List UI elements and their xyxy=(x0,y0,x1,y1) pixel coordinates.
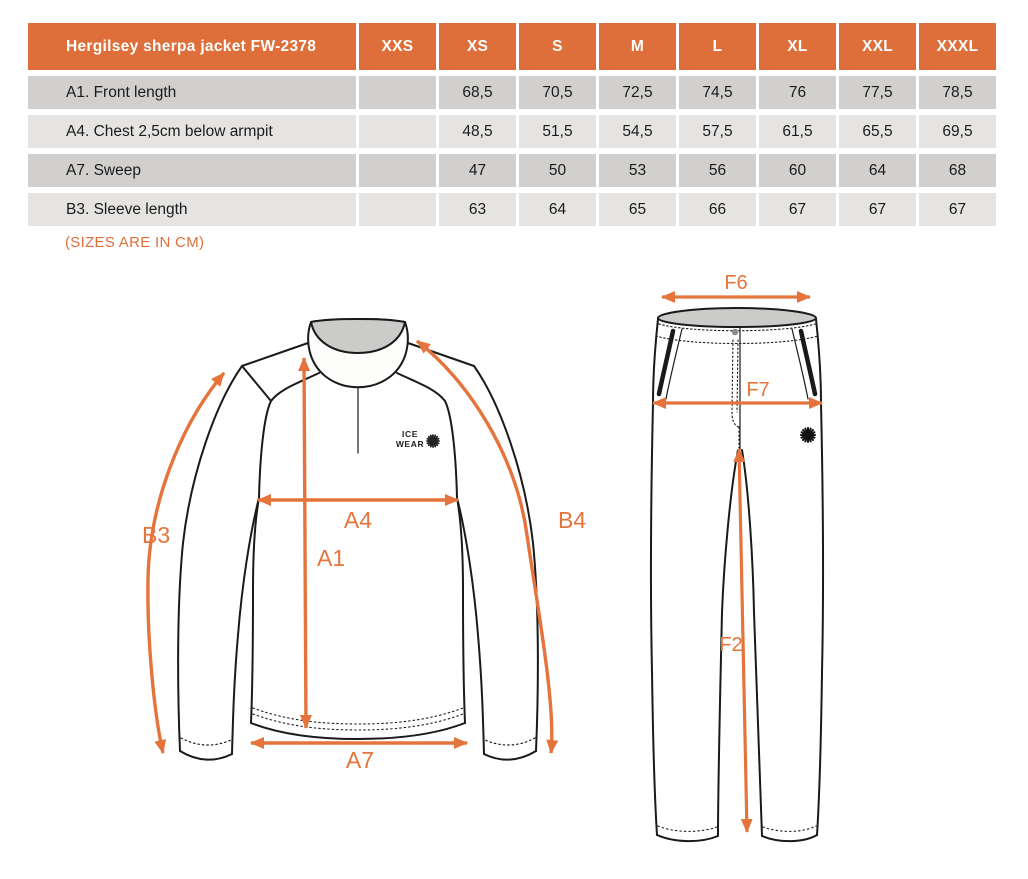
row-label: A4. Chest 2,5cm below armpit xyxy=(28,115,356,148)
size-value: 77,5 xyxy=(839,76,916,109)
size-value xyxy=(359,76,436,109)
size-value: 67 xyxy=(839,193,916,226)
col-header-s: S xyxy=(519,23,596,70)
table-header-row xyxy=(28,23,996,70)
arrow-b3 xyxy=(148,373,224,753)
size-value: 54,5 xyxy=(599,115,676,148)
label-a1: A1 xyxy=(317,545,346,571)
size-value xyxy=(359,115,436,148)
size-value: 64 xyxy=(519,193,596,226)
table-title: Hergilsey sherpa jacket FW-2378 xyxy=(28,23,356,70)
size-table xyxy=(25,17,999,232)
logo-text-ice: ICE xyxy=(402,429,418,439)
label-a4: A4 xyxy=(343,507,373,533)
logo-text-wear: WEAR xyxy=(395,439,425,449)
arrow-a1 xyxy=(304,358,306,728)
col-header-xl: XL xyxy=(759,23,836,70)
size-value: 53 xyxy=(599,154,676,187)
size-value: 67 xyxy=(919,193,996,226)
pants-diagram xyxy=(645,272,865,862)
size-value: 61,5 xyxy=(759,115,836,148)
size-value: 51,5 xyxy=(519,115,596,148)
label-f7: F7 xyxy=(746,379,770,401)
size-value: 67 xyxy=(759,193,836,226)
size-value: 48,5 xyxy=(439,115,516,148)
size-value: 65,5 xyxy=(839,115,916,148)
row-label: A1. Front length xyxy=(28,76,356,109)
table-row-sweep xyxy=(28,154,996,187)
icewear-logo xyxy=(396,429,439,449)
label-f6: F6 xyxy=(724,272,748,294)
size-value: 69,5 xyxy=(919,115,996,148)
label-f2: F2 xyxy=(719,634,743,656)
jacket-outline xyxy=(178,319,538,760)
row-label: B3. Sleeve length xyxy=(28,193,356,226)
size-value xyxy=(359,193,436,226)
snowflake-icon xyxy=(427,435,439,447)
size-value: 47 xyxy=(439,154,516,187)
size-value: 74,5 xyxy=(679,76,756,109)
size-value: 65 xyxy=(599,193,676,226)
size-value: 64 xyxy=(839,154,916,187)
arrow-b4 xyxy=(417,341,552,753)
col-header-xs: XS xyxy=(439,23,516,70)
sizes-note: (SIZES ARE IN CM) xyxy=(65,234,205,251)
row-label: A7. Sweep xyxy=(28,154,356,187)
size-value: 63 xyxy=(439,193,516,226)
size-value: 57,5 xyxy=(679,115,756,148)
size-value xyxy=(359,154,436,187)
size-value: 68,5 xyxy=(439,76,516,109)
size-value: 70,5 xyxy=(519,76,596,109)
table-row-sleeve-length xyxy=(28,193,996,226)
col-header-xxl: XXL xyxy=(839,23,916,70)
col-header-m: M xyxy=(599,23,676,70)
waist-button xyxy=(732,329,738,335)
label-a7: A7 xyxy=(345,747,375,773)
size-value: 76 xyxy=(759,76,836,109)
size-value: 50 xyxy=(519,154,596,187)
size-value: 60 xyxy=(759,154,836,187)
table-row-front-length xyxy=(28,76,996,109)
col-header-l: L xyxy=(679,23,756,70)
size-value: 78,5 xyxy=(919,76,996,109)
size-value: 72,5 xyxy=(599,76,676,109)
col-header-xxs: XXS xyxy=(359,23,436,70)
label-b3: B3 xyxy=(142,522,171,548)
jacket-diagram xyxy=(120,285,620,795)
size-value: 56 xyxy=(679,154,756,187)
label-b4: B4 xyxy=(558,507,587,533)
pants-outline xyxy=(651,308,823,841)
size-value: 68 xyxy=(919,154,996,187)
table-row-chest xyxy=(28,115,996,148)
col-header-xxxl: XXXL xyxy=(919,23,996,70)
snowflake-icon xyxy=(801,428,815,442)
size-value: 66 xyxy=(679,193,756,226)
